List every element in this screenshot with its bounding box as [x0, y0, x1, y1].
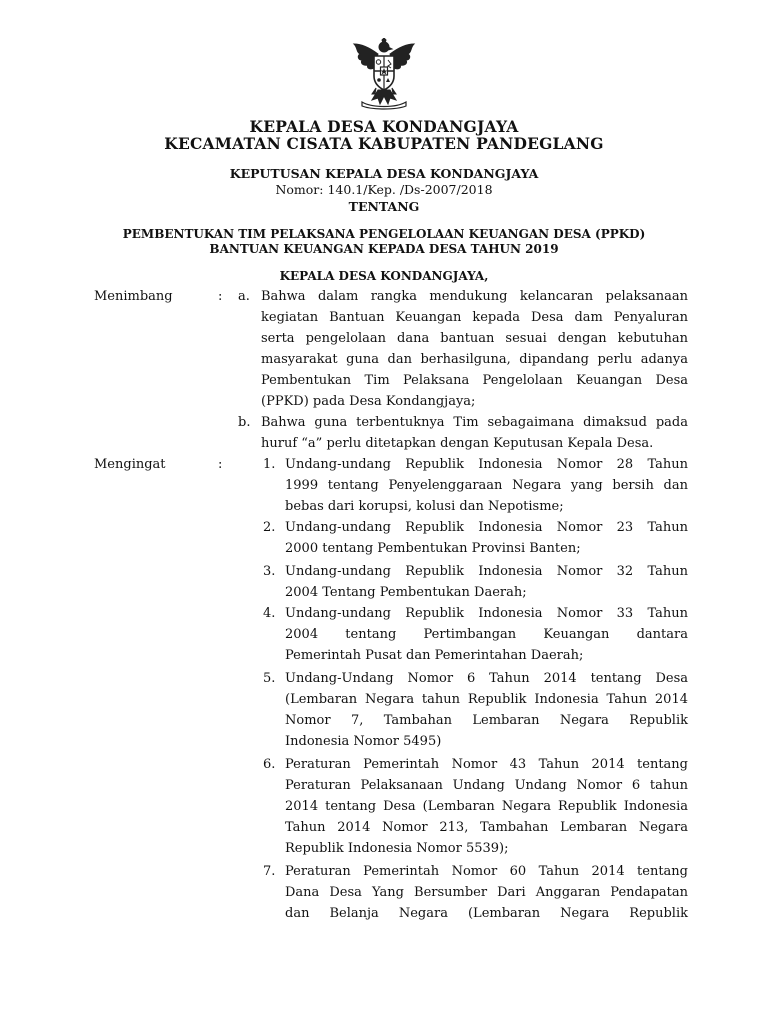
mengingat-6-line: Peraturan Pelaksanaan Undang Undang Nomor 6 tahun	[285, 778, 688, 793]
mengingat-mark-2: 2.	[263, 520, 276, 535]
mengingat-6-line: 2014 tentang Desa (Lembaran Negara Republik Indonesia	[285, 799, 688, 814]
subject-line-1: PEMBENTUKAN TIM PELAKSANA PENGELOLAAN KEUANGAN DESA (PPKD)	[122, 227, 646, 241]
about-heading: TENTANG	[348, 199, 420, 214]
mengingat-2-line: 2000 tentang Pembentukan Provinsi Banten;	[285, 541, 581, 556]
mengingat-7-line: Peraturan Pemerintah Nomor 60 Tahun 2014 tentang	[285, 864, 688, 879]
mengingat-mark-7: 7.	[263, 864, 276, 879]
mengingat-5-line: Indonesia Nomor 5495)	[285, 734, 442, 749]
mengingat-4-line: Undang-undang Republik Indonesia Nomor 33 Tahun	[285, 606, 688, 621]
mengingat-4-line: Pemerintah Pusat dan Pemerintahan Daerah;	[285, 648, 584, 663]
mengingat-5-line: Undang-Undang Nomor 6 Tahun 2014 tentang Desa	[285, 671, 688, 686]
menimbang-a-line: masyarakat guna dan berhasilguna, dipandang perlu adanya	[261, 352, 688, 367]
mengingat-5-line: Nomor 7, Tambahan Lembaran Negara Republik	[285, 713, 688, 728]
mengingat-1-line: bebas dari korupsi, kolusi dan Nepotisme;	[285, 499, 564, 514]
menimbang-a-line: kegiatan Bantuan Keuangan kepada Desa dam Penyaluran	[261, 310, 688, 325]
mengingat-3-line: 2004 Tentang Pembentukan Daerah;	[285, 585, 527, 600]
mengingat-2-line: Undang-undang Republik Indonesia Nomor 23 Tahun	[285, 520, 688, 535]
menimbang-a-line: serta pengelolaan dana bantuan sesuai dengan kebutuhan	[261, 331, 688, 346]
mengingat-6-line: Tahun 2014 Nomor 213, Tambahan Lembaran Negara	[285, 820, 688, 835]
header-title-2: KECAMATAN CISATA KABUPATEN PANDEGLANG	[164, 134, 604, 153]
header-title-1: KEPALA DESA KONDANGJAYA	[249, 117, 519, 136]
mengingat-5-line: (Lembaran Negara tahun Republik Indonesia Tahun 2014	[285, 692, 688, 707]
mengingat-mark-4: 4.	[263, 606, 276, 621]
menimbang-a-line: Pembentukan Tim Pelaksana Pengelolaan Keuangan Desa	[261, 373, 688, 388]
mengingat-mark-3: 3.	[263, 564, 276, 579]
mengingat-label: Mengingat	[94, 457, 166, 472]
mengingat-3-line: Undang-undang Republik Indonesia Nomor 32 Tahun	[285, 564, 688, 579]
menimbang-b-line: huruf “a” perlu ditetapkan dengan Keputusan Kepala Desa.	[261, 436, 654, 451]
mengingat-1-line: Undang-undang Republik Indonesia Nomor 28 Tahun	[285, 457, 688, 472]
mengingat-1-line: 1999 tentang Penyelenggaraan Negara yang bersih dan	[285, 478, 688, 493]
mengingat-6-line: Peraturan Pemerintah Nomor 43 Tahun 2014 tentang	[285, 757, 688, 772]
menimbang-mark-a: a.	[238, 289, 250, 304]
mengingat-7-line: dan Belanja Negara (Lembaran Negara Republik	[285, 906, 688, 921]
garuda-emblem-icon	[352, 38, 416, 110]
mengingat-7-line: Dana Desa Yang Bersumber Dari Anggaran Pendapatan	[285, 885, 688, 900]
mengingat-mark-5: 5.	[263, 671, 276, 686]
authority-heading: KEPALA DESA KONDANGJAYA,	[279, 269, 489, 283]
mengingat-mark-6: 6.	[263, 757, 276, 772]
mengingat-colon: :	[218, 457, 223, 472]
menimbang-mark-b: b.	[238, 415, 251, 430]
menimbang-colon: :	[218, 289, 223, 304]
mengingat-mark-1: 1.	[263, 457, 276, 472]
menimbang-a-line: Bahwa dalam rangka mendukung kelancaran pelaksanaan	[261, 289, 688, 304]
decree-number: Nomor: 140.1/Kep. /Ds-2007/2018	[275, 182, 493, 197]
mengingat-4-line: 2004 tentang Pertimbangan Keuangan dantara	[285, 627, 688, 642]
decree-title: KEPUTUSAN KEPALA DESA KONDANGJAYA	[229, 166, 539, 181]
mengingat-6-line: Republik Indonesia Nomor 5539);	[285, 841, 509, 856]
menimbang-label: Menimbang	[94, 289, 173, 304]
menimbang-b-line: Bahwa guna terbentuknya Tim sebagaimana dimaksud pada	[261, 415, 688, 430]
subject-line-2: BANTUAN KEUANGAN KEPADA DESA TAHUN 2019	[209, 242, 559, 256]
menimbang-a-line: (PPKD) pada Desa Kondangjaya;	[261, 394, 476, 409]
